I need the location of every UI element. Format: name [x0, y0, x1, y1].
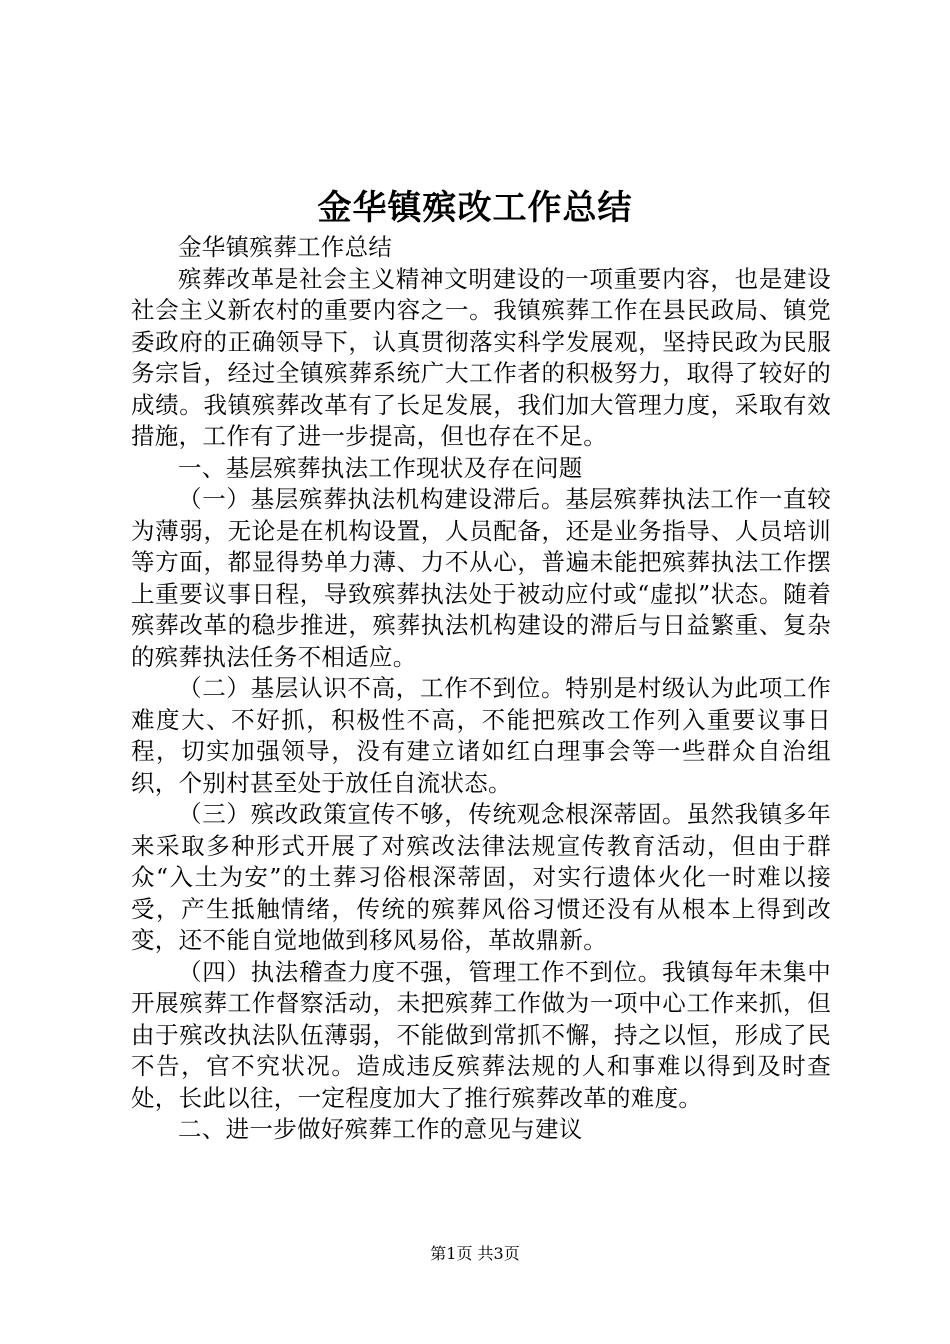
document-body — [131, 232, 831, 1146]
paragraph-item-1: （一）基层殡葬执法机构建设滞后。基层殡葬执法工作一直较为薄弱，无论是在机构设置，人员配备，还是业务指导、人员培训等方面，都显得势单力薄、力不从心，普遍未能把殡葬执法工作摆上重要议事日程，导致殡葬执法处于被动应付或“虚拟”状态。随着殡葬改革的稳步推进，殡葬执法机构建设的滞后与日益繁重、复杂的殡葬执法任务不相适应。 — [131, 485, 831, 671]
paragraph-item-4: （四）执法稽查力度不强，管理工作不到位。我镇每年未集中开展殡葬工作督察活动，未把殡葬工作做为一项中心工作来抓，但由于殡改执法队伍薄弱，不能做到常抓不懈，持之以恒，形成了民不告，官不究状况。造成违反殡葬法规的人和事难以得到及时查处，长此以往，一定程度加大了推行殡葬改革的难度。 — [131, 957, 831, 1112]
paragraph-item-3: （三）殡改政策宣传不够，传统观念根深蒂固。虽然我镇多年来采取多种形式开展了对殡改法律法规宣传教育活动，但由于群众“入土为安”的土葬习俗根深蒂固，对实行遗体火化一时难以接受，产生抵触情绪，传统的殡葬风俗习惯还没有从根本上得到改变，还不能自觉地做到移风易俗，革故鼎新。 — [131, 800, 831, 954]
paragraph-subtitle: 金华镇殡葬工作总结 — [178, 233, 393, 261]
paragraph-intro: 殡葬改革是社会主义精神文明建设的一项重要内容，也是建设社会主义新农村的重要内容之一。我镇殡葬工作在县民政局、镇党委政府的正确领导下，认真贯彻落实科学发展观，坚持民政为民服务宗旨，经过全镇殡葬系统广大工作者的积极努力，取得了较好的成绩。我镇殡葬改革有了长足发展，我们加大管理力度，采取有效措施，工作有了进一步提高，但也存在不足。 — [131, 264, 831, 450]
section-heading-1: 一、基层殡葬执法工作现状及存在问题 — [178, 453, 583, 482]
paragraph-item-2: （二）基层认识不高，工作不到位。特别是村级认为此项工作难度大、不好抓，积极性不高，不能把殡改工作列入重要议事日程，切实加强领导，没有建立诸如红白理事会等一些群众自治组织，个别村甚至处于放任自流状态。 — [131, 674, 831, 797]
section-heading-2: 二、进一步做好殡葬工作的意见与建议 — [178, 1115, 583, 1143]
document-title: 金华镇殡改工作总结 — [317, 188, 633, 228]
page-footer: 第1页 共3页 — [430, 1244, 520, 1263]
